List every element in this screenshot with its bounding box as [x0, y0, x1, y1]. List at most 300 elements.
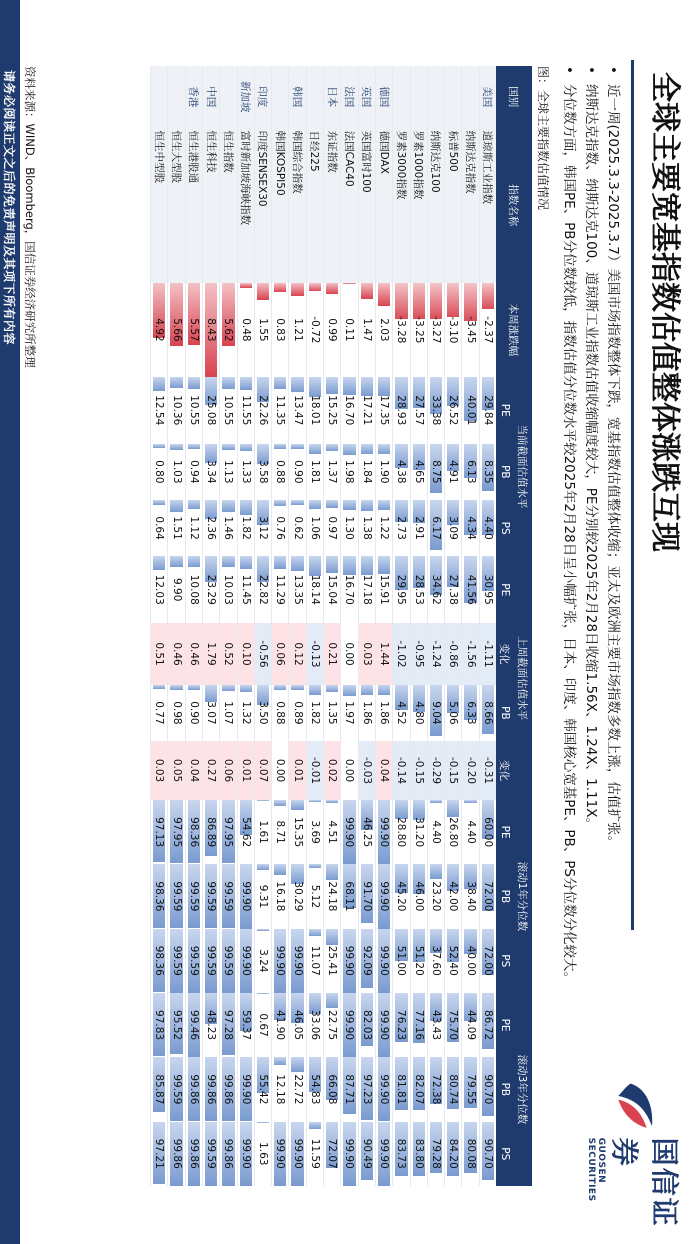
r1pb-value: 72.00 — [481, 881, 494, 912]
pe-value: 11.55 — [239, 395, 252, 426]
ps-value: 0.97 — [326, 516, 339, 540]
ppe-value: 23.29 — [205, 574, 218, 605]
ppb-cell — [272, 685, 289, 741]
dpe-cell — [375, 623, 392, 685]
title-rule — [631, 60, 634, 930]
pe-bar — [274, 377, 286, 390]
r3pe-cell — [445, 993, 462, 1057]
ppe-cell — [220, 556, 237, 623]
r3ps-cell — [324, 1122, 341, 1186]
r1ps-cell — [151, 929, 168, 993]
ps-bar — [361, 500, 373, 511]
dpb-value: -0.29 — [429, 756, 442, 785]
r3pb-value: 87.71 — [343, 1074, 356, 1105]
ppb-bar — [291, 685, 303, 690]
r3pe-value: 0.67 — [257, 1013, 269, 1037]
r3pe-cell — [375, 993, 392, 1057]
r3pe-bar — [326, 993, 338, 1008]
pe-value: 27.57 — [412, 395, 425, 426]
pb-value: 0.90 — [291, 460, 304, 484]
bullet-text: 纳斯达克指数、纳斯达克100、道琼斯工业指数估值收缩幅度较大，PE分别较2025年2月28日收缩1.56X、1.24X、1.11X。 — [583, 84, 599, 831]
r1pb-cell — [168, 864, 185, 928]
r1pb-cell — [375, 864, 392, 928]
pb-cell — [445, 444, 462, 500]
pb-bar — [153, 444, 165, 449]
r3ps-bar — [257, 1122, 269, 1123]
pb-value: 0.94 — [187, 460, 200, 484]
weekly-change-value: 0.83 — [274, 318, 287, 342]
r3pb-value: 12.18 — [274, 1074, 287, 1105]
pe-value: 18.01 — [308, 395, 321, 426]
logo-chinese-text: 国信证券 — [608, 1137, 681, 1228]
pe-cell — [410, 377, 427, 444]
dpe-cell — [324, 623, 341, 685]
pb-cell — [410, 444, 427, 500]
r1ps-value: 25.41 — [326, 945, 339, 976]
weekly-change-bar — [361, 283, 373, 299]
ps-cell — [272, 500, 289, 556]
ppe-bar — [343, 556, 355, 575]
r1pb-value: 46.00 — [412, 881, 425, 912]
r3pe-value: 75.70 — [447, 1010, 460, 1041]
r1pb-cell — [462, 864, 479, 928]
ppe-cell — [341, 556, 358, 623]
weekly-change-bar — [343, 283, 355, 284]
table-row — [151, 66, 168, 1186]
dpe-value: -0.95 — [412, 640, 425, 668]
r3pb-cell — [375, 1057, 392, 1121]
pe-cell — [168, 377, 185, 444]
ps-value: 3.12 — [257, 516, 269, 540]
r1ps-value: 99.59 — [205, 945, 218, 976]
weekly-change-cell — [202, 283, 219, 377]
index-name-cell: 罗素3000指数 — [393, 128, 410, 283]
dpb-cell — [358, 741, 375, 800]
col-country: 国别 — [496, 66, 532, 128]
table-row — [427, 66, 444, 1186]
dpb-cell — [237, 741, 254, 800]
ppb-value: 8.66 — [481, 701, 494, 725]
pe-value: 10.36 — [170, 395, 183, 426]
dpb-cell — [324, 741, 341, 800]
r1pe-value: 26.80 — [447, 817, 460, 848]
r1pe-cell — [341, 800, 358, 864]
ppb-bar — [343, 685, 355, 696]
pe-value: 10.55 — [187, 395, 200, 426]
pe-cell — [185, 377, 202, 444]
r1pb-cell — [341, 864, 358, 928]
weekly-change-value: -3.10 — [447, 316, 460, 344]
r3pe-value: 43.43 — [429, 1010, 442, 1041]
dpb-value: 0.01 — [291, 758, 304, 783]
bullet-dot-icon: • — [561, 66, 577, 74]
dpb-cell — [341, 741, 358, 800]
r1pb-value: 68.11 — [343, 881, 356, 912]
r1ps-cell — [254, 929, 271, 993]
ps-value: 1.06 — [308, 516, 321, 540]
r3pe-cell — [462, 993, 479, 1057]
ppb-value: 3.07 — [205, 701, 218, 725]
r3pb-value: 72.38 — [429, 1074, 442, 1105]
pb-value: 8.35 — [481, 460, 494, 484]
weekly-change-cell — [168, 283, 185, 377]
weekly-change-cell — [289, 283, 306, 377]
r1pe-value: 99.90 — [378, 817, 391, 848]
r1pb-cell — [237, 864, 254, 928]
table-row — [375, 66, 392, 1186]
table-row — [220, 66, 237, 1186]
r3ps-cell — [375, 1122, 392, 1186]
logo-english-text: GUOSEN SECURITIES — [586, 1137, 606, 1202]
disclaimer-strip — [0, 0, 20, 1244]
ppb-bar — [309, 685, 321, 695]
pe-cell — [375, 377, 392, 444]
dpe-cell — [237, 623, 254, 685]
r3ps-value: 1.63 — [257, 1142, 269, 1166]
r1pe-cell — [254, 800, 271, 864]
r3pb-cell — [151, 1057, 168, 1121]
dpe-value: -0.86 — [447, 640, 460, 668]
r3pb-cell — [462, 1057, 479, 1121]
ps-bar — [274, 500, 286, 506]
r1pb-value: 99.90 — [239, 881, 252, 912]
ps-value: 0.62 — [291, 516, 304, 540]
r3ps-value: 79.28 — [429, 1138, 442, 1169]
r1ps-cell — [237, 929, 254, 993]
ppe-cell — [427, 556, 444, 623]
pe-cell — [272, 377, 289, 444]
r1pe-cell — [358, 800, 375, 864]
dpe-cell — [445, 623, 462, 685]
r1pb-value: 99.59 — [222, 881, 235, 912]
dpb-cell — [462, 741, 479, 800]
col-weekly-change: 本周涨跌幅 — [496, 283, 532, 377]
dpe-value: -1.02 — [395, 640, 408, 668]
r1pe-value: 97.13 — [153, 817, 166, 848]
r1pe-bar — [326, 800, 338, 803]
weekly-change-bar — [413, 283, 425, 319]
r3pe-value: 97.83 — [153, 1010, 166, 1041]
r3pb-value: 80.74 — [447, 1074, 460, 1105]
weekly-change-bar — [430, 283, 442, 319]
dpb-cell — [289, 741, 306, 800]
dpe-cell — [289, 623, 306, 685]
country-cell — [393, 66, 410, 128]
ppe-cell — [393, 556, 410, 623]
dpe-cell — [358, 623, 375, 685]
weekly-change-value: -3.45 — [464, 316, 477, 344]
r3pb-value: 55.42 — [257, 1074, 269, 1105]
r3pe-value: 48.23 — [205, 1010, 218, 1041]
table-group-header — [514, 66, 532, 1186]
ppb-bar — [222, 685, 234, 691]
dpe-value: 0.03 — [360, 642, 373, 666]
r1pe-value: 1.61 — [257, 820, 269, 844]
dpb-cell — [185, 741, 202, 800]
index-name-cell: 恒生指数 — [220, 128, 237, 283]
ppb-bar — [188, 685, 200, 690]
r3pb-cell — [237, 1057, 254, 1121]
r3ps-cell — [289, 1122, 306, 1186]
r3pb-cell — [185, 1057, 202, 1121]
ppb-value: 4.52 — [395, 701, 408, 725]
country-cell — [168, 66, 185, 128]
country-cell: 香港 — [185, 66, 202, 128]
pb-cell — [393, 444, 410, 500]
r3pe-value: 33.06 — [308, 1010, 321, 1041]
pe-value: 12.54 — [153, 395, 166, 426]
dpb-value: -0.20 — [464, 756, 477, 785]
summary-bullets — [558, 66, 624, 1216]
pe-cell — [427, 377, 444, 444]
country-cell — [306, 66, 323, 128]
r3pe-cell — [341, 993, 358, 1057]
r1ps-cell — [358, 929, 375, 993]
pb-bar — [222, 444, 234, 450]
r3pe-value: 95.52 — [170, 1010, 183, 1041]
ps-value: 4.40 — [481, 516, 494, 540]
pe-cell — [393, 377, 410, 444]
table-row — [341, 66, 358, 1186]
table-row — [358, 66, 375, 1186]
country-cell — [462, 66, 479, 128]
r3pe-value: 99.46 — [187, 1010, 200, 1041]
ps-value: 1.51 — [170, 516, 183, 540]
dpe-value: 0.12 — [291, 642, 304, 666]
pb-bar — [309, 444, 321, 454]
r3pe-cell — [168, 993, 185, 1057]
r1pb-value: 42.00 — [447, 881, 460, 912]
index-name-cell: 法国CAC40 — [341, 128, 358, 283]
r1pe-value: 15.35 — [291, 817, 304, 848]
r1ps-cell — [479, 929, 496, 993]
ps-cell — [358, 500, 375, 556]
r1pe-value: 98.36 — [187, 817, 200, 848]
weekly-change-value: 4.92 — [153, 318, 166, 342]
dpe-value: 1.44 — [378, 642, 391, 666]
ps-cell — [410, 500, 427, 556]
weekly-change-cell — [427, 283, 444, 377]
pe-cell — [202, 377, 219, 444]
pe-cell — [151, 377, 168, 444]
weekly-change-value: 5.57 — [187, 318, 200, 342]
r1pb-value: 30.29 — [291, 881, 304, 912]
ppe-cell — [445, 556, 462, 623]
weekly-change-value: -3.28 — [395, 316, 408, 344]
col-pe: PE — [496, 377, 514, 444]
r1pb-bar — [257, 864, 269, 870]
ppe-bar — [361, 556, 373, 575]
pb-cell — [272, 444, 289, 500]
pb-bar — [343, 444, 355, 455]
ppe-cell — [202, 556, 219, 623]
ppe-cell — [462, 556, 479, 623]
index-name-cell: 恒生大型股 — [168, 128, 185, 283]
ps-bar — [343, 500, 355, 510]
r1ps-cell — [168, 929, 185, 993]
ps-bar — [222, 500, 234, 512]
r1pe-value: 4.40 — [464, 820, 477, 844]
pe-value: 15.25 — [326, 395, 339, 426]
r1pb-bar — [326, 864, 338, 880]
dpb-value: 0.04 — [187, 758, 200, 783]
pe-value: 33.38 — [429, 395, 442, 426]
index-name-cell: 恒生港股通 — [185, 128, 202, 283]
r3ps-cell — [254, 1122, 271, 1186]
r1ps-value: 37.60 — [429, 945, 442, 976]
dpb-value: 0.05 — [170, 758, 183, 783]
dpe-cell — [254, 623, 271, 685]
r3pe-cell — [185, 993, 202, 1057]
r3pe-cell — [479, 993, 496, 1057]
ppb-value: 1.35 — [326, 701, 339, 725]
r3ps-value: 99.86 — [170, 1138, 183, 1169]
dpe-cell — [185, 623, 202, 685]
ppe-value: 11.45 — [239, 574, 252, 605]
col-ps: PS — [496, 500, 514, 556]
r1ps-cell — [306, 929, 323, 993]
country-cell — [272, 66, 289, 128]
ps-bar — [170, 500, 182, 512]
pb-bar — [240, 444, 252, 451]
ppb-value: 1.86 — [360, 701, 373, 725]
r3pe-value: 44.09 — [464, 1010, 477, 1041]
r1ps-cell — [427, 929, 444, 993]
weekly-change-value: 1.47 — [360, 318, 373, 342]
pe-bar — [170, 377, 182, 389]
ps-bar — [240, 500, 252, 515]
r1pb-value: 91.70 — [360, 881, 373, 912]
r1pe-cell — [479, 800, 496, 864]
bullet-item — [580, 66, 602, 1216]
bullet-text: 近一周(2025.3.3-2025.3.7）美国市场指数整体下跌，宽基指数估值整体收缩；亚太及欧洲主要市场指数多数上涨，估值扩张。 — [605, 84, 621, 849]
weekly-change-bar — [482, 283, 494, 309]
country-cell: 美国 — [479, 66, 496, 128]
ps-cell — [237, 500, 254, 556]
r1ps-value: 99.90 — [291, 945, 304, 976]
r3pb-value: 99.59 — [170, 1074, 183, 1105]
r3pb-value: 22.72 — [291, 1074, 304, 1105]
r3ps-cell — [220, 1122, 237, 1186]
r1pe-value: 97.95 — [222, 817, 235, 848]
pb-cell — [479, 444, 496, 500]
dpe-value: 0.10 — [239, 642, 252, 666]
dpe-cell — [479, 623, 496, 685]
r1pe-value: 3.69 — [308, 820, 321, 844]
ppe-cell — [479, 556, 496, 623]
weekly-change-cell — [324, 283, 341, 377]
index-name-cell: 富时新加坡海峡指数 — [237, 128, 254, 283]
r1ps-value: 52.40 — [447, 945, 460, 976]
index-name-cell: 恒生中型股 — [151, 128, 168, 283]
r3pe-value: 99.90 — [343, 1010, 356, 1041]
weekly-change-value: 5.66 — [170, 318, 183, 342]
weekly-change-cell — [375, 283, 392, 377]
weekly-change-cell — [358, 283, 375, 377]
ps-bar — [309, 500, 321, 509]
weekly-change-value: -3.25 — [412, 316, 425, 344]
weekly-change-value: 2.03 — [378, 318, 391, 342]
ppb-cell — [151, 685, 168, 741]
weekly-change-cell — [306, 283, 323, 377]
table-row — [410, 66, 427, 1186]
r1ps-value: 99.90 — [378, 945, 391, 976]
ppb-bar — [326, 685, 338, 693]
pe-cell — [445, 377, 462, 444]
pb-bar — [274, 444, 286, 449]
index-name-cell: 德国DAX — [375, 128, 392, 283]
pe-cell — [237, 377, 254, 444]
country-cell: 中国 — [202, 66, 219, 128]
dpe-value: 0.52 — [222, 642, 235, 666]
ppb-value: 5.06 — [447, 701, 460, 725]
dpb-value: 0.07 — [257, 758, 269, 783]
dpb-cell — [393, 741, 410, 800]
r3ps-cell — [410, 1122, 427, 1186]
pe-bar — [343, 377, 355, 396]
table-row — [306, 66, 323, 1186]
ps-cell — [168, 500, 185, 556]
r3pe-value: 82.03 — [360, 1010, 373, 1041]
ps-cell — [254, 500, 271, 556]
ppb-cell — [289, 685, 306, 741]
r3pb-cell — [324, 1057, 341, 1121]
col-r1-ps: PS — [496, 929, 514, 993]
ppb-cell — [410, 685, 427, 741]
pb-cell — [220, 444, 237, 500]
pb-cell — [185, 444, 202, 500]
r1pe-cell — [393, 800, 410, 864]
r3pe-cell — [324, 993, 341, 1057]
ppe-bar — [222, 556, 234, 567]
pb-bar — [361, 444, 373, 454]
ppb-cell — [375, 685, 392, 741]
valuation-table — [150, 66, 532, 1186]
weekly-change-cell — [462, 283, 479, 377]
col-pe-change: 变化 — [496, 623, 514, 685]
ppb-bar — [205, 685, 217, 702]
ppe-value: 13.35 — [291, 574, 304, 605]
dpe-value: -1.24 — [429, 640, 442, 668]
dpb-value: 0.27 — [205, 758, 218, 783]
country-cell — [410, 66, 427, 128]
ppb-cell — [220, 685, 237, 741]
dpb-value: 0.00 — [274, 758, 287, 783]
country-cell: 德国 — [375, 66, 392, 128]
r1pb-cell — [289, 864, 306, 928]
pb-bar — [326, 444, 338, 452]
r1pe-value: 60.00 — [481, 817, 494, 848]
table-row — [202, 66, 219, 1186]
pb-cell — [462, 444, 479, 500]
dpb-value: 0.00 — [343, 758, 356, 783]
r3ps-cell — [202, 1122, 219, 1186]
dpb-value: 0.04 — [378, 758, 391, 783]
r3pe-cell — [358, 993, 375, 1057]
r1ps-cell — [185, 929, 202, 993]
ps-cell — [427, 500, 444, 556]
r3pe-cell — [306, 993, 323, 1057]
ppb-value: 0.77 — [153, 701, 166, 725]
weekly-change-cell — [479, 283, 496, 377]
col-r3-pb: PB — [496, 1057, 514, 1121]
r1ps-value: 99.59 — [187, 945, 200, 976]
ps-bar — [326, 500, 338, 508]
r3ps-value: 80.08 — [464, 1138, 477, 1169]
r1pb-value: 98.36 — [153, 881, 166, 912]
ps-value: 1.30 — [343, 516, 356, 540]
ps-cell — [393, 500, 410, 556]
